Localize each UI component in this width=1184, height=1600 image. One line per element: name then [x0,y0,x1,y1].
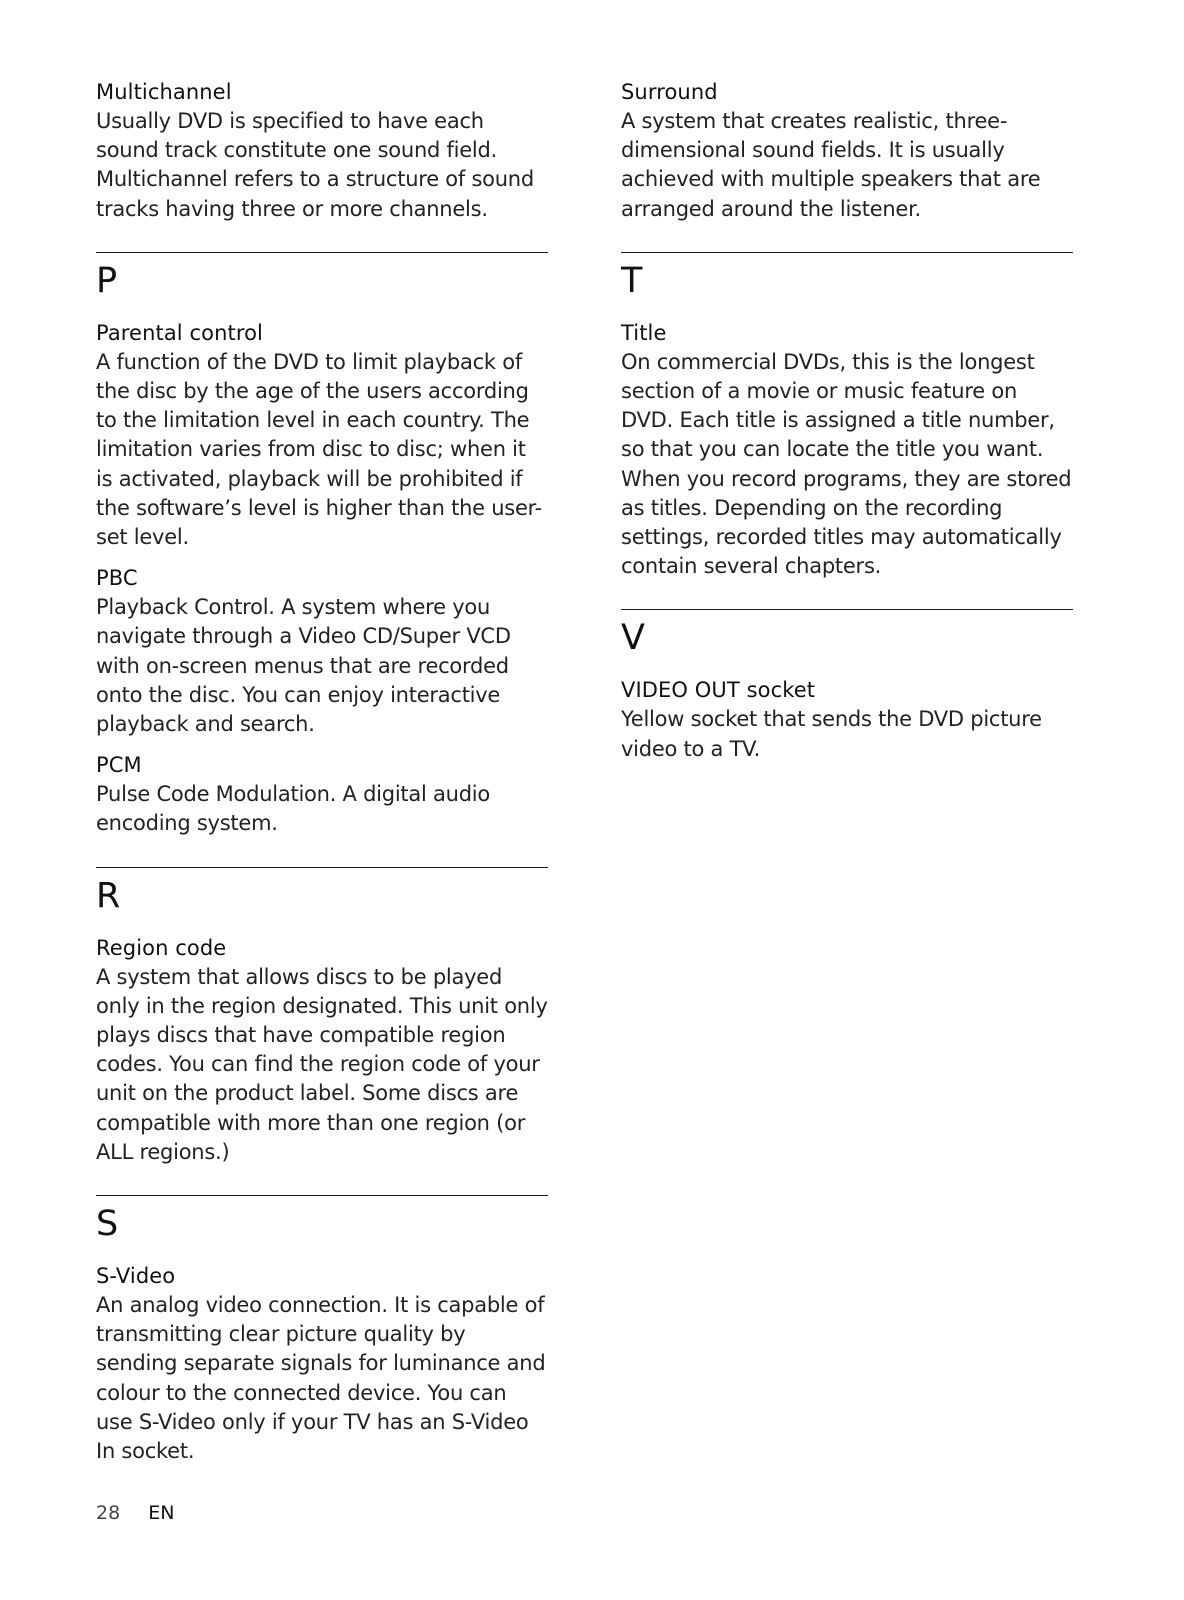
glossary-entry-video-out-socket [621,676,1073,763]
glossary-right-column [621,78,1073,776]
glossary-definition [621,348,1073,582]
glossary-definition: A system that creates realistic, three-dimensional sound fields. It is usually achieved with multiple speakers that are arranged around the listener. [621,109,1041,221]
glossary-section-t [621,252,1073,582]
glossary-term: Region code [96,935,227,960]
glossary-term: Parental control [96,320,263,345]
glossary-left-column [96,78,548,1478]
section-letter: S [96,1204,119,1245]
glossary-section-p [96,252,548,839]
glossary-definition: Pulse Code Modulation. A digital audio encoding system. [96,782,490,836]
glossary-entry-multichannel [96,78,548,224]
glossary-definition: A function of the DVD to limit playback of the disc by the age of the users according to the limitation level in each country. The limitation varies from disc to disc; when it is activated, playback will be prohibited if the software’s level is higher than the user-set level. [96,349,543,550]
glossary-entry-pbc [96,564,548,739]
section-letter: V [621,618,645,659]
glossary-section-s [96,1195,548,1466]
section-letter: R [96,875,121,916]
glossary-term: PBC [96,566,138,591]
section-divider [621,252,1073,253]
glossary-entry-region-code [96,934,548,1167]
glossary-entry-title [621,319,1073,582]
glossary-definition-paragraph: When you record programs, they are stored as titles. Depending on the recording settings, recorded titles may automatically contain several chapters. [621,466,1072,579]
section-divider [96,867,548,868]
section-divider [96,252,548,253]
page-number: 28 [96,1502,121,1524]
glossary-definition: Usually DVD is specified to have each sound track constitute one sound field. Multichannel refers to a structure of sound tracks having three or more channels. [96,109,534,221]
glossary-entry-pcm [96,751,548,838]
glossary-term: Surround [621,80,718,104]
section-letter: T [621,260,643,301]
page-footer [96,1500,174,1526]
glossary-term: Multichannel [96,80,232,104]
glossary-term: PCM [96,753,142,778]
section-letter: P [96,260,118,301]
glossary-definition: Playback Control. A system where you navigate through a Video CD/Super VCD with on-screen menus that are recorded onto the disc. You can enjoy interactive playback and search. [96,595,511,737]
glossary-term: S-Video [96,1264,176,1289]
section-divider [96,1195,548,1196]
glossary-section-v [621,609,1073,763]
glossary-term: VIDEO OUT socket [621,678,816,703]
glossary-term: Title [621,320,667,345]
glossary-definition-paragraph: On commercial DVDs, this is the longest section of a movie or music feature on DVD. Each title is assigned a title number, so that you can locate the title you want. [621,349,1055,462]
glossary-section-r [96,867,548,1167]
glossary-definition: Yellow socket that sends the DVD picture video to a TV. [621,707,1042,761]
glossary-entry-parental-control [96,319,548,552]
glossary-definition: A system that allows discs to be played only in the region designated. This unit only plays discs that have compatible region codes. You can find the region code of your unit on the product label. Some discs are compatible with more than one region (or ALL regions.) [96,964,548,1164]
glossary-entry-surround [621,78,1073,224]
glossary-definition: An analog video connection. It is capable of transmitting clear picture quality by sending separate signals for luminance and colour to the connected device. You can use S-Video only if your TV has an S-Video In socket. [96,1293,546,1464]
section-divider [621,609,1073,610]
language-code: EN [148,1502,175,1524]
glossary-entry-s-video [96,1262,548,1466]
